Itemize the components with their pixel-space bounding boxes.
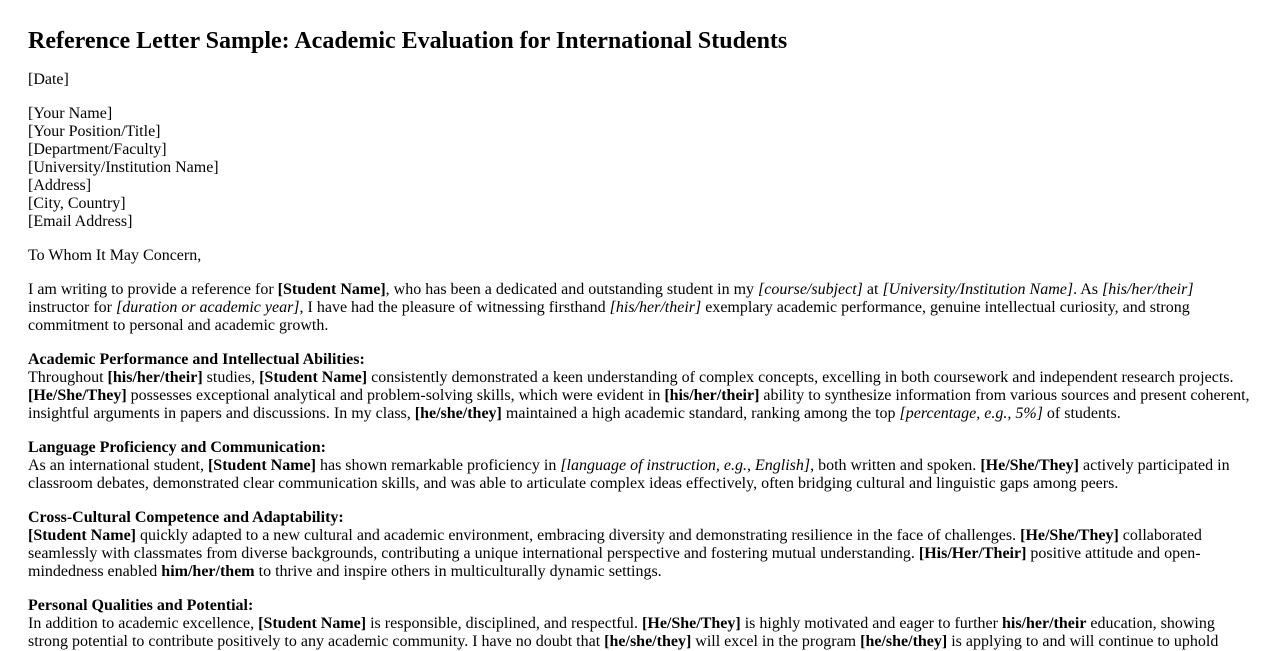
text-run: To Whom It May Concern, [28,247,202,264]
bold-text-run: his/her/their [1001,615,1087,632]
section-language-proficiency [28,439,1250,493]
text-run: [City, Country] [28,195,126,212]
text-run: possesses exceptional analytical and problem-solving skills, which were evident in [126,387,665,404]
text-run: [Your Position/Title] [28,123,161,140]
text-run: will excel in the program [691,633,861,650]
italic-text-run: [duration or academic year] [115,299,300,316]
text-run: [Address] [28,177,92,194]
italic-text-run: [percentage, e.g., 5%] [899,405,1043,422]
bold-text-run: Language Proficiency and Communication: [28,439,326,456]
bold-text-run: [He/She/They] [642,615,741,632]
text-run: of students. [1042,405,1121,422]
bold-text-run: [He/She/They] [28,387,127,404]
bold-text-run: Cross-Cultural Competence and Adaptability: [28,509,344,526]
section-academic-performance [28,351,1250,423]
text-run: instructor for [28,299,116,316]
text-run: , who has been a dedicated and outstanding student in my [385,281,759,298]
bold-text-run: [His/Her/Their] [918,545,1027,562]
bold-text-run: him/her/them [161,563,255,580]
bold-text-run: [Student Name] [277,281,386,298]
bold-text-run: Academic Performance and Intellectual Abilities: [28,351,365,368]
text-run: [Date] [28,71,69,88]
text-run: I am writing to provide a reference for [28,281,278,298]
text-run: at [862,281,883,298]
bold-text-run: Personal Qualities and Potential: [28,597,254,614]
bold-text-run: [Student Name] [258,615,367,632]
bold-text-run: [Student Name] [28,527,136,544]
text-run: maintained a high academic standard, ranking among the top [501,405,900,422]
text-run: consistently demonstrated a keen understanding of complex concepts, excelling in both coursework and independent research projects. [367,369,1234,386]
text-run: is applying to and will continue to uphold [947,633,1219,650]
bold-text-run: [he/she/they] [604,633,692,650]
italic-text-run: [language of instruction, e.g., English] [560,457,811,474]
text-run: In addition to academic excellence, [28,615,259,632]
text-run: exemplary academic performance, genuine intellectual curiosity, and strong commitment to personal and academic growth. [28,299,1190,334]
text-run: [Department/Faculty] [28,141,167,158]
bold-text-run: [Student Name] [259,369,368,386]
text-run: , I have had the pleasure of witnessing firsthand [299,299,610,316]
italic-text-run: [course/subject] [758,281,863,298]
text-run: to thrive and inspire others in multiculturally dynamic settings. [254,563,662,580]
text-run: ability to synthesize information from various sources and present coherent, insightful arguments in papers and discussions. In my class, [28,387,1250,422]
text-run: [Your Name] [28,105,113,122]
text-run: [University/Institution Name] [28,159,219,176]
section-personal-qualities [28,597,1250,651]
bold-text-run: [Student Name] [207,457,316,474]
text-run: is responsible, disciplined, and respectful. [366,615,643,632]
bold-text-run: [He/She/They] [980,457,1079,474]
text-run: is highly motivated and eager to further [740,615,1002,632]
text-run: studies, [202,369,260,386]
section-cross-cultural [28,509,1250,581]
text-run: positive attitude and open-mindedness enabled [28,545,1201,580]
text-run: [Email Address] [28,213,133,230]
text-run: actively participated in classroom debates, demonstrated clear communication skills, and was able to articulate complex ideas effectively, often bridging cultural and linguistic gaps among peers. [28,457,1230,492]
text-run: Throughout [28,369,108,386]
sender-info-block [28,105,1250,231]
italic-text-run: [his/her/their] [609,299,702,316]
text-run: has shown remarkable proficiency in [315,457,561,474]
bold-text-run: [his/her/their] [664,387,760,404]
date-placeholder [28,71,1250,89]
italic-text-run: [his/her/their] [1102,281,1194,298]
italic-text-run: [University/Institution Name] [882,281,1074,298]
page-title: Reference Letter Sample: Academic Evaluation for International Students [28,28,788,54]
salutation [28,247,1250,265]
bold-text-run: [he/she/they] [414,405,502,422]
bold-text-run: [he/she/they] [860,633,948,650]
text-run: education, showing strong potential to contribute positively to any academic community. I have no doubt that [28,615,1215,650]
text-run: collaborated seamlessly with classmates from diverse backgrounds, contributing a unique international perspective and fostering mutual understanding. [28,527,1202,562]
letter-body [28,71,1250,651]
text-run: , both written and spoken. [810,457,981,474]
text-run: quickly adapted to a new cultural and academic environment, embracing diversity and demonstrating resilience in the face of challenges. [136,527,1021,544]
intro-paragraph [28,281,1250,335]
text-run: . As [1073,281,1103,298]
bold-text-run: [He/She/They] [1020,527,1119,544]
bold-text-run: [his/her/their] [107,369,203,386]
text-run: As an international student, [28,457,208,474]
